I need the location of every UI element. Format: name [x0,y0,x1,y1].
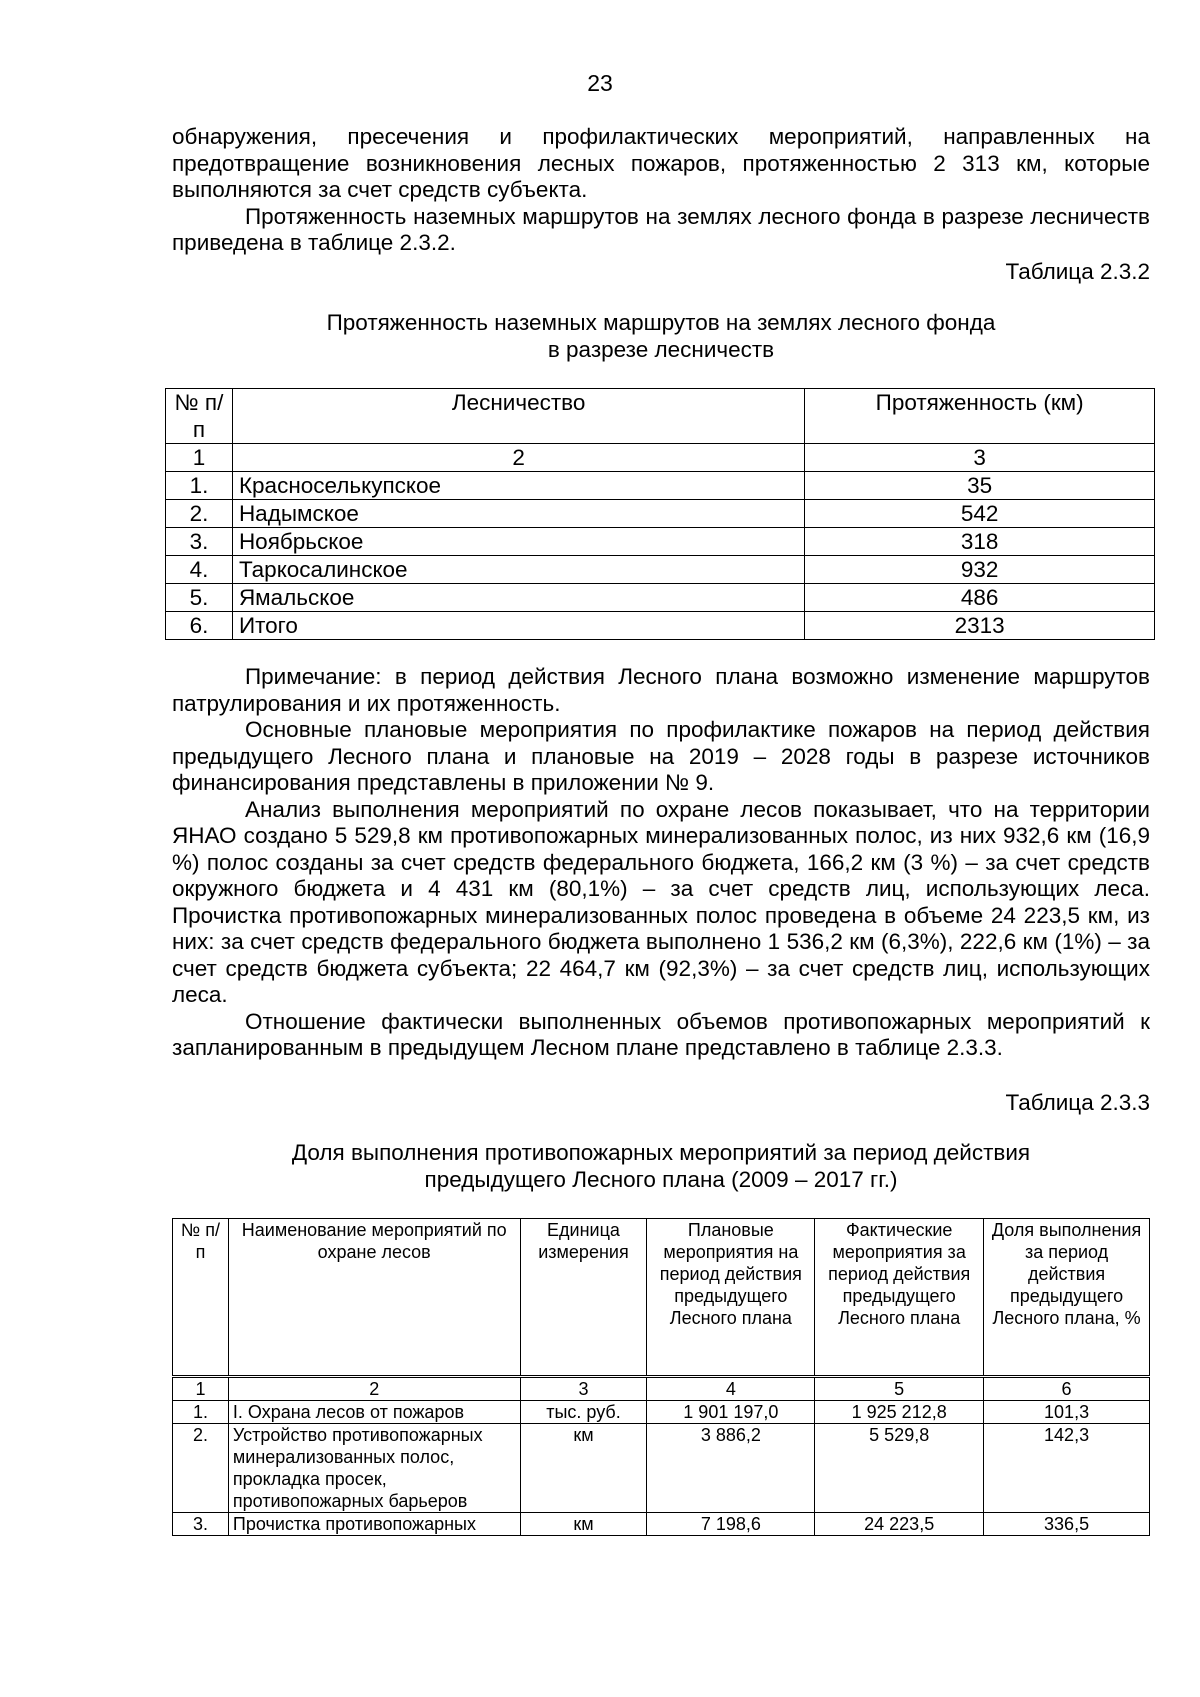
share-value: 336,5 [984,1513,1150,1536]
table-row [166,584,1155,612]
table-row [173,1513,1150,1536]
header-cell: Протяженность (км) [805,389,1155,444]
row-number: 2. [166,500,233,528]
table-232-caption-line1: Протяженность наземных маршрутов на землях лесного фонда [326,310,996,335]
share-value: 101,3 [984,1401,1150,1424]
unit: км [520,1513,647,1536]
row-number: 3. [173,1513,229,1536]
header-cell: Единица измерения [520,1219,647,1377]
actual-value: 24 223,5 [815,1513,984,1536]
table-232-caption-line2: в разрезе лесничеств [547,336,775,362]
intro-block [172,124,1150,285]
share-value: 142,3 [984,1424,1150,1513]
table-row [166,528,1155,556]
body-paragraph-5: Отношение фактически выполненных объемов противопожарных мероприятий к запланированным в предыдущем Лесном плане представлено в таблице 2.3.3. [172,1008,1150,1060]
route-length: 486 [805,584,1155,612]
header-cell: Плановые мероприятия на период действия предыдущего Лесного плана [647,1219,815,1377]
table-header-row [173,1219,1150,1377]
header-cell: Фактические мероприятия за период действия предыдущего Лесного плана [815,1219,984,1377]
actual-value: 1 925 212,8 [815,1401,984,1424]
forestry-name: Ямальское [232,584,804,612]
header-cell: № п/п [166,389,233,444]
column-number: 1 [166,444,233,472]
table-233-label: Таблица 2.3.3 [1005,1090,1150,1115]
route-length: 318 [805,528,1155,556]
table-row-total [166,612,1155,640]
table-row [166,500,1155,528]
column-number: 1 [173,1377,229,1401]
activity-name: Устройство противопожарных минерализованных полос, прокладка просек, противопожарных барьеров [228,1424,520,1513]
body-paragraph-3: Основные плановые мероприятия по профилактике пожаров на период действия предыдущего Лесного плана и плановые на 2019 – 2028 годы в разрезе источников финансирования представлены в приложении № 9. [172,717,1150,795]
header-cell: Наименование мероприятий по охране лесов [228,1219,520,1377]
row-number: 3. [166,528,233,556]
row-number: 1. [173,1401,229,1424]
route-length: 932 [805,556,1155,584]
column-number: 3 [805,444,1155,472]
header-cell: Доля выполнения за период действия предыдущего Лесного плана, % [984,1219,1150,1377]
forestry-name: Таркосалинское [232,556,804,584]
forestry-name: Ноябрьское [232,528,804,556]
column-number: 5 [815,1377,984,1401]
forestry-name: Итого [232,612,804,640]
row-number: 2. [173,1424,229,1513]
note-paragraph: Примечание: в период действия Лесного плана возможно изменение маршрутов патрулирования и их протяженность. [172,664,1150,716]
body-block [172,664,1150,1062]
route-length: 542 [805,500,1155,528]
row-number: 6. [166,612,233,640]
table-number-row [173,1377,1150,1401]
column-number: 4 [647,1377,815,1401]
body-paragraph-4: Анализ выполнения мероприятий по охране лесов показывает, что на территории ЯНАО создано 5 529,8 км противопожарных минерализованных полос, из них 932,6 км (16,9 %) полос созданы за счет средств федерального бюджета, 166,2 км (3 %) – за счет средств окружного бюджета и 4 431 км (80,1%) – за счет средств лиц, использующих леса. Прочистка противопожарных минерализованных полос проведена в объеме 24 223,5 км, из них: за счет средств федерального бюджета выполнено 1 536,2 км (6,3%), 222,6 км (1%) – за счет средств бюджета субъекта; 22 464,7 км (92,3%) – за счет средств лиц, использующих леса. [172,796,1150,1007]
row-number: 1. [166,472,233,500]
forestry-name: Надымское [232,500,804,528]
column-number: 2 [232,444,804,472]
table-233-caption [172,1140,1150,1193]
table-row [166,556,1155,584]
page-number: 23 [587,70,613,96]
table-header-row [166,389,1155,444]
table-row [173,1401,1150,1424]
route-length: 35 [805,472,1155,500]
route-length: 2313 [805,612,1155,640]
table-number-row [166,444,1155,472]
intro-paragraph-2: Протяженность наземных маршрутов на землях лесного фонда в разрезе лесничеств приведена в таблице 2.3.2. [172,203,1150,255]
row-number: 5. [166,584,233,612]
column-number: 2 [228,1377,520,1401]
column-number: 6 [984,1377,1150,1401]
table-row [166,472,1155,500]
unit: тыс. руб. [520,1401,647,1424]
activity-name: I. Охрана лесов от пожаров [228,1401,520,1424]
column-number: 3 [520,1377,647,1401]
planned-value: 1 901 197,0 [647,1401,815,1424]
actual-value: 5 529,8 [815,1424,984,1513]
table-233 [172,1218,1150,1536]
row-number: 4. [166,556,233,584]
table-232 [165,388,1155,640]
table-row [173,1424,1150,1513]
planned-value: 7 198,6 [647,1513,815,1536]
table-233-caption-line2: предыдущего Лесного плана (2009 – 2017 гг.) [424,1166,898,1192]
planned-value: 3 886,2 [647,1424,815,1513]
unit: км [520,1424,647,1513]
activity-name: Прочистка противопожарных [228,1513,520,1536]
header-cell: Лесничество [232,389,804,444]
table-232-label: Таблица 2.3.2 [1005,258,1150,284]
intro-paragraph-1: обнаружения, пресечения и профилактических мероприятий, направленных на предотвращение возникновения лесных пожаров, протяженностью 2 313 км, которые выполняются за счет средств субъекта. [172,124,1150,202]
header-cell: № п/п [173,1219,229,1377]
table-232-caption [172,310,1150,363]
table-233-caption-line1: Доля выполнения противопожарных мероприятий за период действия [291,1140,1031,1165]
forestry-name: Красноселькупское [232,472,804,500]
